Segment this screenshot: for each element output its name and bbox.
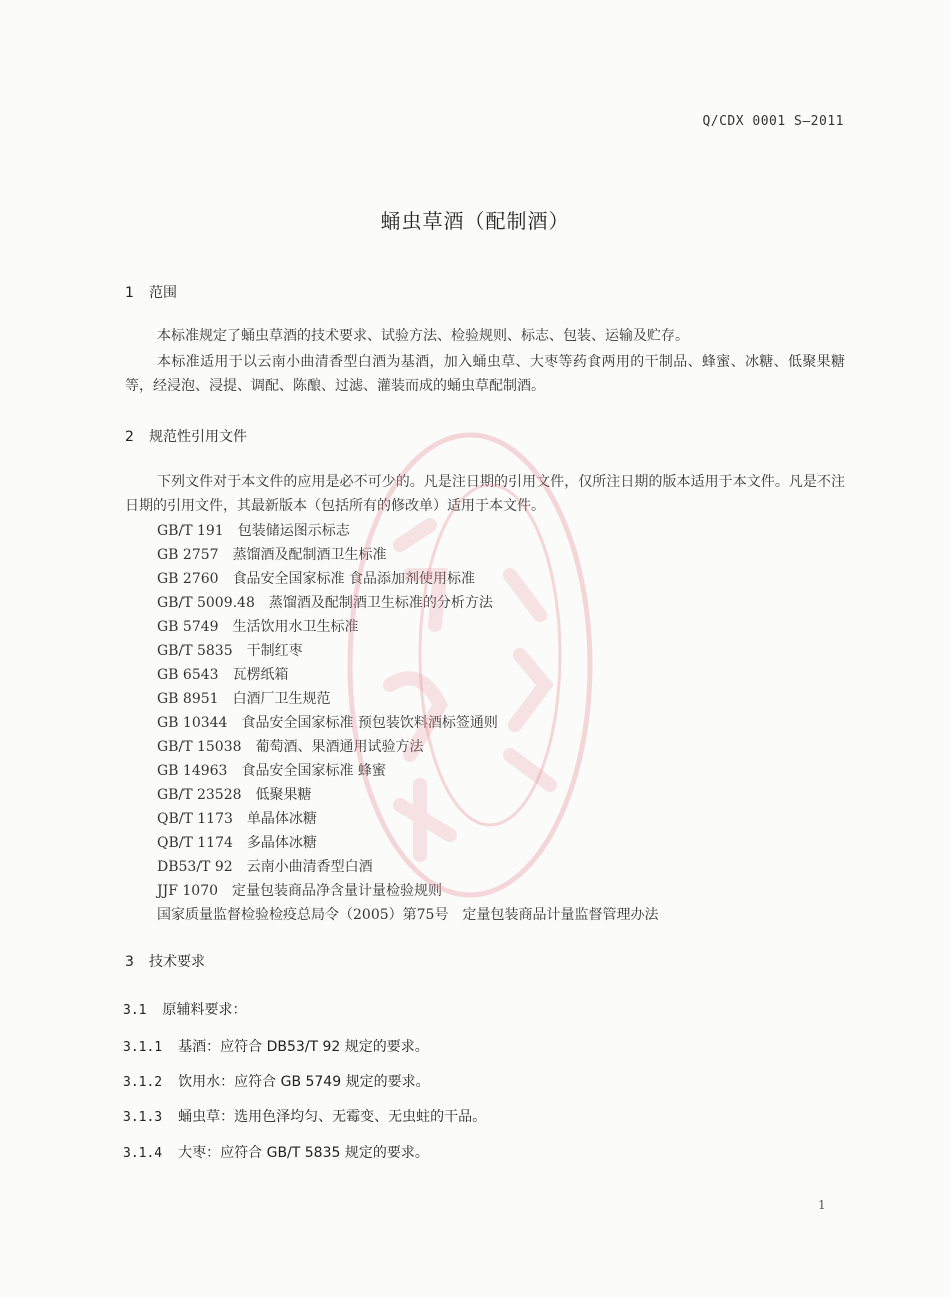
standard-code: Q/CDX 0001 S—2011 (702, 114, 844, 129)
reference-item: GB/T 15038 葡萄酒、果酒通用试验方法 (157, 739, 424, 755)
section-heading-references (125, 426, 247, 446)
section-title: 规范性引用文件 (149, 429, 247, 445)
section-title: 技术要求 (149, 954, 205, 970)
clause-item: 3.1.2 饮用水：应符合 GB 5749 规定的要求。 (123, 1074, 430, 1090)
scope-paragraph-2: 本标准适用于以云南小曲清香型白酒为基酒，加入蛹虫草、大枣等药食两用的干制品、蜂蜜、冰糖、低聚果糖等，经浸泡、浸提、调配、陈酿、过滤、灌装而成的蛹虫草配制酒。 (125, 354, 845, 394)
reference-item: GB/T 5009.48 蒸馏酒及配制酒卫生标准的分析方法 (157, 595, 493, 611)
clause-item: 3.1.3 蛹虫草：选用色泽均匀、无霉变、无虫蛀的干品。 (123, 1109, 487, 1125)
scope-paragraph-1: 本标准规定了蛹虫草酒的技术要求、试验方法、检验规则、标志、包装、运输及贮存。 (157, 328, 689, 344)
section-title: 范围 (149, 285, 177, 301)
section-number: 1 (125, 285, 134, 301)
reference-item: GB/T 5835 干制红枣 (157, 643, 303, 659)
reference-item: DB53/T 92 云南小曲清香型白酒 (157, 859, 373, 875)
section-heading-tech (125, 951, 205, 971)
reference-item: GB 2757 蒸馏酒及配制酒卫生标准 (157, 547, 387, 563)
reference-item: QB/T 1174 多晶体冰糖 (157, 835, 317, 851)
reference-item: JJF 1070 定量包装商品净含量计量检验规则 (157, 883, 443, 899)
reference-item: GB/T 191 包装储运图示标志 (157, 523, 350, 539)
reference-item: GB 8951 白酒厂卫生规范 (157, 691, 331, 707)
reference-item: 国家质量监督检验检疫总局令（2005）第75号 定量包装商品计量监督管理办法 (157, 907, 659, 923)
section-number: 2 (125, 429, 134, 445)
reference-item: GB 14963 食品安全国家标准 蜂蜜 (157, 763, 386, 779)
page-number: 1 (818, 1198, 826, 1212)
reference-item: QB/T 1173 单晶体冰糖 (157, 811, 317, 827)
section-number: 3 (125, 954, 134, 970)
clause-item: 3.1.1 基酒：应符合 DB53/T 92 规定的要求。 (123, 1039, 429, 1055)
clause-item: 3.1.4 大枣：应符合 GB/T 5835 规定的要求。 (123, 1145, 429, 1161)
reference-item: GB 2760 食品安全国家标准 食品添加剂使用标准 (157, 571, 476, 587)
document-title: 蛹虫草酒（配制酒） (380, 209, 570, 233)
clause-item: 3.1 原辅料要求： (123, 1002, 247, 1018)
reference-item: GB/T 23528 低聚果糖 (157, 787, 312, 803)
reference-item: GB 6543 瓦楞纸箱 (157, 667, 289, 683)
references-intro: 下列文件对于本文件的应用是必不可少的。凡是注日期的引用文件，仅所注日期的版本适用于本文件。凡是不注日期的引用文件，其最新版本（包括所有的修改单）适用于本文件。 (125, 474, 845, 514)
reference-item: GB 10344 食品安全国家标准 预包装饮料酒标签通则 (157, 715, 498, 731)
section-heading-scope (125, 282, 177, 302)
reference-item: GB 5749 生活饮用水卫生标准 (157, 619, 359, 635)
